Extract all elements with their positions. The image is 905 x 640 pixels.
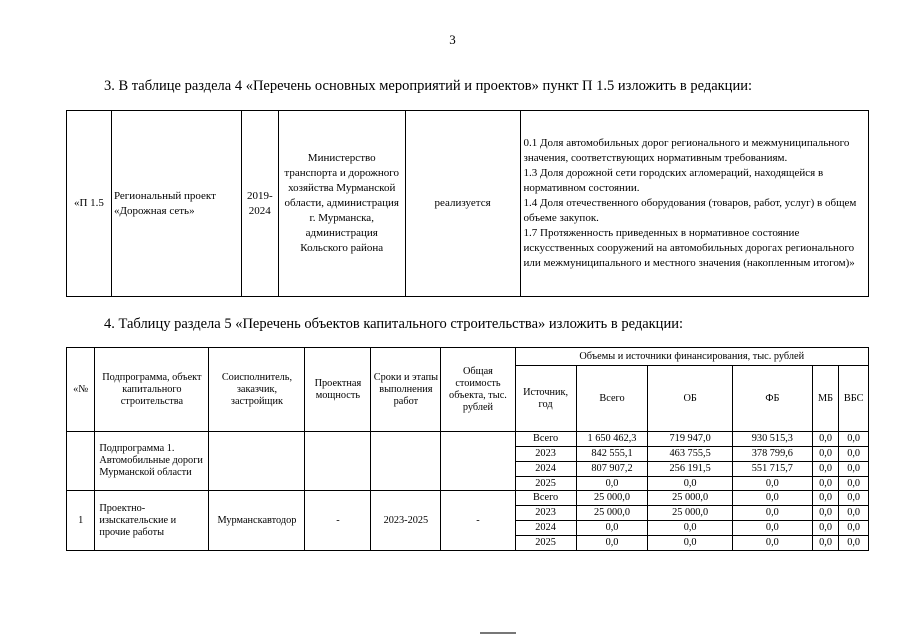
cell-fb: 378 799,6: [732, 447, 812, 462]
header-vbs: ВБС: [839, 366, 869, 432]
cell-fb: 0,0: [732, 477, 812, 491]
cell-total: 25 000,0: [576, 506, 648, 521]
cell-vbs: 0,0: [839, 491, 869, 506]
cell-ob: 0,0: [648, 521, 733, 536]
cell-total: 0,0: [576, 521, 648, 536]
cell-ob: 25 000,0: [648, 491, 733, 506]
header-source: Источник, год: [515, 366, 576, 432]
header-mb: МБ: [812, 366, 838, 432]
header-terms: Сроки и этапы выполнения работ: [371, 348, 441, 432]
cell-total: 25 000,0: [576, 491, 648, 506]
cell-total: 1 650 462,3: [576, 432, 648, 447]
cell-mb: 0,0: [812, 477, 838, 491]
cell-source: 2025: [515, 477, 576, 491]
cell-fb: 0,0: [732, 506, 812, 521]
cell-fb: 0,0: [732, 521, 812, 536]
cell-ob: 256 191,5: [648, 462, 733, 477]
header-num: «№: [67, 348, 95, 432]
measure-executor: Министерство транспорта и дорожного хозяйства Мурманской области, администрация г. Мурманска, администрация Кольского района: [278, 111, 405, 297]
measure-years: 2019-2024: [241, 111, 278, 297]
cell-fb: 930 515,3: [732, 432, 812, 447]
cell-vbs: 0,0: [839, 506, 869, 521]
cell-mb: 0,0: [812, 447, 838, 462]
object-name: Подпрограмма 1. Автомобильные дороги Мурманской области: [95, 432, 209, 491]
construction-objects-table: [66, 347, 869, 551]
cell-source: 2024: [515, 462, 576, 477]
cell-total: 0,0: [576, 477, 648, 491]
cell-ob: 0,0: [648, 477, 733, 491]
measure-indicators: [520, 111, 868, 297]
cell-ob: 719 947,0: [648, 432, 733, 447]
measures-table: [66, 110, 869, 297]
object-name: Проектно-изыскательские и прочие работы: [95, 491, 209, 551]
object-cost: [441, 432, 515, 491]
object-capacity: [305, 432, 371, 491]
cell-source: Всего: [515, 491, 576, 506]
indicator-item: 0.1 Доля автомобильных дорог регионального и межмуниципального значения, соответствующих нормативным требованиям.: [523, 137, 850, 164]
cell-source: 2025: [515, 536, 576, 551]
cell-ob: 25 000,0: [648, 506, 733, 521]
header-coexecutor: Соисполнитель, заказчик, застройщик: [209, 348, 305, 432]
cell-vbs: 0,0: [839, 477, 869, 491]
header-subprogram: Подпрограмма, объект капитального строительства: [95, 348, 209, 432]
object-num: [67, 432, 95, 491]
object-terms: 2023-2025: [371, 491, 441, 551]
cell-vbs: 0,0: [839, 521, 869, 536]
indicator-item: 1.4 Доля отечественного оборудования (товаров, работ, услуг) в общем объеме закупок.: [523, 197, 857, 224]
indicator-item: 1.7 Протяженность приведенных в нормативное состояние искусственных сооружений на автомобильных дорогах регионального или межмуниципального и местного значения (накопленным итогом)»: [523, 227, 855, 269]
cell-source: 2023: [515, 506, 576, 521]
cell-mb: 0,0: [812, 491, 838, 506]
cell-fb: 0,0: [732, 536, 812, 551]
page-footer-mark: [480, 632, 516, 634]
header-total: Всего: [576, 366, 648, 432]
cell-vbs: 0,0: [839, 536, 869, 551]
cell-vbs: 0,0: [839, 447, 869, 462]
cell-ob: 463 755,5: [648, 447, 733, 462]
object-num: 1: [67, 491, 95, 551]
table-row: [67, 432, 869, 447]
measure-status: реализуется: [405, 111, 520, 297]
cell-source: 2024: [515, 521, 576, 536]
object-capacity: -: [305, 491, 371, 551]
cell-mb: 0,0: [812, 432, 838, 447]
header-fb: ФБ: [732, 366, 812, 432]
cell-ob: 0,0: [648, 536, 733, 551]
section-3-heading: 3. В таблице раздела 4 «Перечень основных мероприятий и проектов» пункт П 1.5 изложить в редакции:: [104, 78, 752, 94]
header-financing: Объемы и источники финансирования, тыс. рублей: [515, 348, 868, 366]
cell-mb: 0,0: [812, 536, 838, 551]
cell-source: Всего: [515, 432, 576, 447]
object-coexecutor: [209, 432, 305, 491]
cell-mb: 0,0: [812, 506, 838, 521]
measure-name: Региональный проект «Дорожная сеть»: [111, 111, 241, 297]
cell-total: 807 907,2: [576, 462, 648, 477]
cell-vbs: 0,0: [839, 432, 869, 447]
indicator-item: 1.3 Доля дорожной сети городских агломераций, находящейся в нормативном состоянии.: [523, 167, 824, 194]
cell-total: 842 555,1: [576, 447, 648, 462]
table-row: [67, 111, 869, 297]
header-capacity: Проектная мощность: [305, 348, 371, 432]
cell-source: 2023: [515, 447, 576, 462]
cell-total: 0,0: [576, 536, 648, 551]
object-terms: [371, 432, 441, 491]
measure-code: «П 1.5: [67, 111, 112, 297]
object-coexecutor: Мурманскавтодор: [209, 491, 305, 551]
cell-fb: 0,0: [732, 491, 812, 506]
cell-vbs: 0,0: [839, 462, 869, 477]
cell-fb: 551 715,7: [732, 462, 812, 477]
page-number: 3: [449, 32, 456, 47]
section-4-heading: 4. Таблицу раздела 5 «Перечень объектов капитального строительства» изложить в редакции:: [104, 316, 683, 332]
cell-mb: 0,0: [812, 521, 838, 536]
table-header-row: [67, 348, 869, 366]
cell-mb: 0,0: [812, 462, 838, 477]
object-cost: -: [441, 491, 515, 551]
header-ob: ОБ: [648, 366, 733, 432]
table-row: [67, 491, 869, 506]
header-total-cost: Общая стоимость объекта, тыс. рублей: [441, 348, 515, 432]
